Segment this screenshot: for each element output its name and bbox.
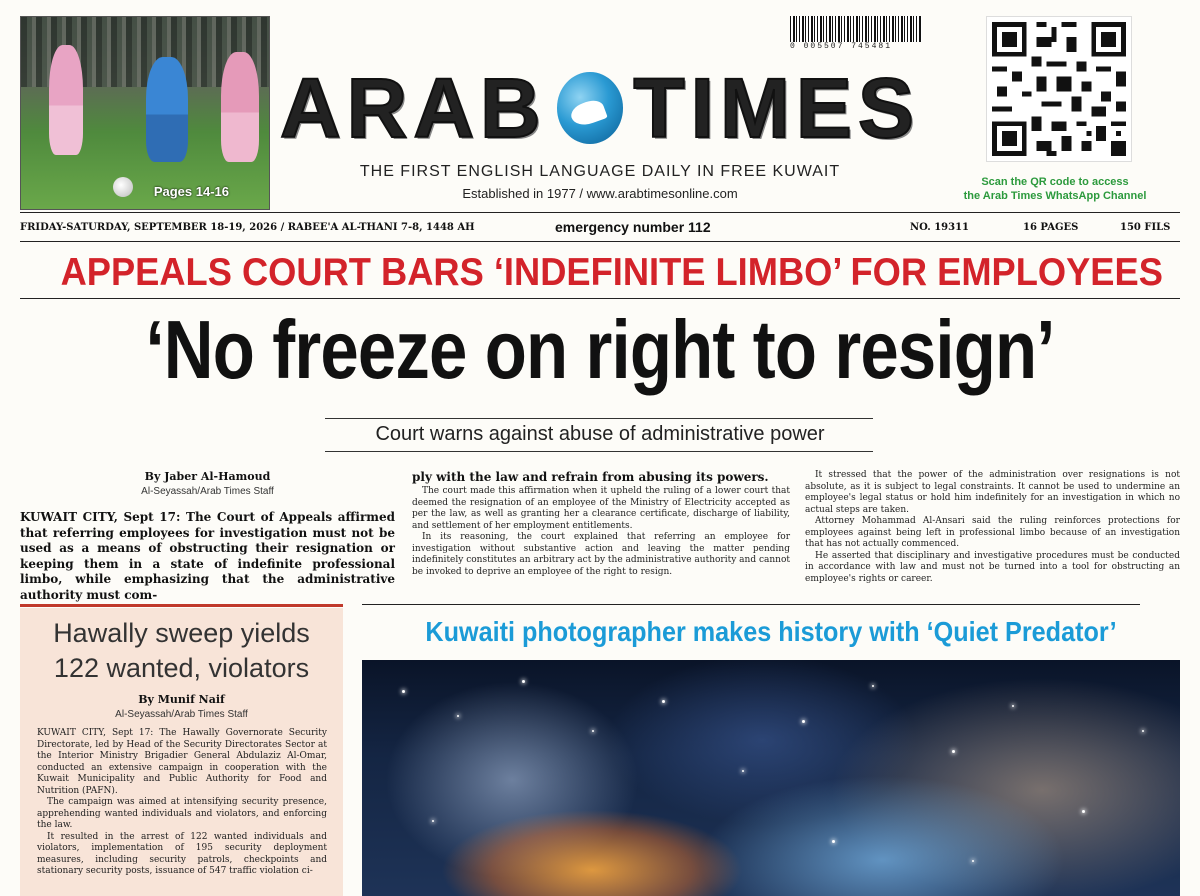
emergency-number: emergency number 112 (555, 219, 711, 235)
lead-byline: By Jaber Al-Hamoud (144, 470, 271, 483)
lead-subhead: Court warns against abuse of administrative power (375, 423, 825, 445)
lead-affiliation: Al-Seyassah/Arab Times Staff (141, 486, 274, 497)
star (1082, 810, 1085, 813)
qr-code[interactable] (986, 16, 1132, 162)
strip-rule-bottom (20, 241, 1180, 242)
date-strip (20, 218, 1180, 238)
star (802, 720, 805, 723)
subhead-rule-top (325, 418, 873, 419)
barcode-bars (790, 16, 922, 42)
globe-icon (557, 72, 624, 144)
star (742, 770, 744, 772)
star (872, 685, 874, 687)
col3-paragraph: Attorney Mohammad Al-Ansari said the ruling reinforces protections for employees against being left in professional limbo because of an investigation that has not actually commenced. (805, 516, 1180, 549)
qr-caption (920, 175, 1190, 203)
star (972, 860, 974, 862)
lead-paragraph: KUWAIT CITY, Sept 17: The Court of Appeals affirmed that referring employees for investigation must not be used as a means of obstructing their resignation or keeping them in a state of indefinite professional limbo, while emphasizing that the administrative authority must com- (20, 510, 395, 602)
issue-date: FRIDAY-SATURDAY, SEPTEMBER 18-19, 2026 / RABEE'A AL-THANI 7-8, 1448 AH (20, 222, 475, 233)
masthead-logo[interactable] (280, 62, 920, 154)
barcode (790, 16, 922, 56)
player-pink-1 (49, 45, 83, 155)
sidebar-headline-line2: 122 wanted, violators (53, 653, 310, 683)
sidebar-headline-line1: Hawally sweep yields (53, 618, 310, 648)
player-blue (146, 57, 188, 162)
lead-column-3 (805, 470, 1180, 585)
col3-paragraph: He asserted that disciplinary and investigative procedures must be conducted in accordance with law and must not be turned into a tool for obstructing an employee's rights or career. (805, 550, 1180, 584)
photo-story-top-rule (362, 604, 1140, 605)
player-pink-2 (221, 52, 259, 162)
sidebar-paragraph: It resulted in the arrest of 122 wanted individuals and violators, implementation of 195 security deployment measures, including security patrols, checkpoints and stationary security posts, issuance of 547 traffic violation ci- (37, 831, 327, 876)
sidebar-byline: By Munif Naif (138, 693, 225, 706)
price: 150 FILS (1120, 222, 1171, 233)
sidebar-headline[interactable] (20, 616, 343, 686)
lead-column-2 (412, 486, 790, 578)
photo-story-headline[interactable]: Kuwaiti photographer makes history with ‘Quiet Predator’ (425, 616, 1117, 647)
sports-photo[interactable] (20, 16, 270, 210)
sidebar-paragraph: The campaign was aimed at intensifying security presence, apprehending wanted individuals and violators, and enforcing the law. (37, 797, 327, 830)
col2-continuation: ply with the law and refrain from abusing its powers. (412, 470, 769, 484)
star (832, 840, 835, 843)
masthead-established[interactable]: Established in 1977 / www.arabtimesonline.com (462, 186, 738, 201)
page-count: 16 PAGES (1023, 222, 1079, 233)
star (457, 715, 459, 717)
barcode-number: 0 005507 745481 (790, 42, 893, 51)
qr-caption-line1: Scan the QR code to access (981, 176, 1129, 188)
issue-number: NO. 19311 (910, 222, 970, 233)
logo-word-times: TIMES (633, 61, 920, 155)
star (522, 680, 525, 683)
logo-word-arab: ARAB (280, 61, 547, 155)
photo-pages-caption: Pages 14-16 (153, 184, 229, 199)
strip-rule-top (20, 212, 1180, 213)
star (1012, 705, 1014, 707)
kicker-rule (20, 298, 1180, 299)
subhead-rule-bottom (325, 451, 873, 452)
lead-kicker[interactable]: APPEALS COURT BARS ‘INDEFINITE LIMBO’ FOR EMPLOYEES (60, 251, 1163, 294)
sidebar-top-rule (20, 604, 343, 607)
sidebar-body (37, 728, 327, 878)
lead-headline[interactable]: ‘No freeze on right to resign’ (145, 303, 1055, 396)
star (1142, 730, 1144, 732)
sidebar-paragraph: KUWAIT CITY, Sept 17: The Hawally Governorate Security Directorate, led by Head of the Security Directorates Sector at the Interior Ministry Brigadier General Abdulaziz Al-Omar, conducted an extensive campaign in cooperation with the Kuwait Municipality and Public Authority for Food and Nutrition (PAFN). (37, 728, 327, 796)
star (952, 750, 955, 753)
col2-paragraph: The court made this affirmation when it upheld the ruling of a lower court that deemed the resignation of an employee of the Ministry of Electricity accepted as per the law, as well as granting her a clearance certificate, discharge of liability, and settlement of her employment entitlements. (412, 486, 790, 531)
col2-paragraph: In its reasoning, the court explained that referring an employee for investigation without substantive action and leaving the matter pending indefinitely constitutes an arbitrary act by the administrative authority and cannot be invoked to deprive an employee of the right to resign. (412, 532, 790, 577)
masthead-tagline: THE FIRST ENGLISH LANGUAGE DAILY IN FREE KUWAIT (359, 163, 841, 180)
sidebar-affiliation: Al-Seyassah/Arab Times Staff (115, 709, 248, 720)
star (432, 820, 434, 822)
star (662, 700, 665, 703)
star (402, 690, 405, 693)
nebula-photo[interactable] (362, 660, 1180, 896)
qr-caption-line2: the Arab Times WhatsApp Channel (963, 190, 1147, 202)
col3-paragraph: It stressed that the power of the administration over resignations is not absolute, as it is subject to legal constraints. It cannot be used to undermine an employee's legal status or hold him indefinitely for an investigation in which no actual steps are taken. (805, 470, 1180, 515)
star (592, 730, 594, 732)
football (113, 177, 133, 197)
